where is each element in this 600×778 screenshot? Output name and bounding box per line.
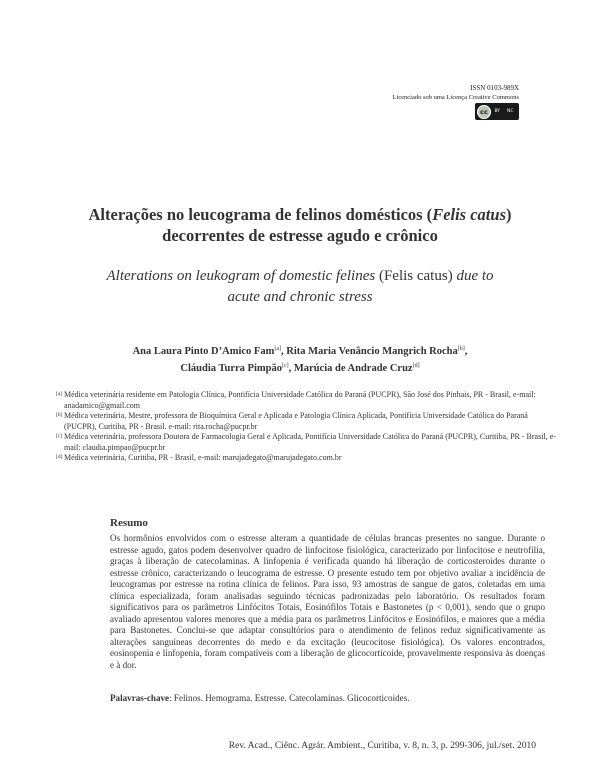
affiliation-list [56, 390, 556, 464]
issn: ISSN 0103-989X [470, 84, 519, 92]
affiliation-item: [b] Médica veterinária, Mestre, professora de Bioquímica Geral e Aplicada e Patologia Clínica Aplicada, Pontifícia Universidade Católica do Paraná (PUCPR), Curitiba, PR - Brasil. e-mail: rita.rocha@pucpr.br [56, 411, 528, 431]
abstract-body: Os hormônios envolvidos com o estresse alteram a quantidade de células brancas presentes no sangue. Durante o estresse agudo, gatos podem desenvolver quadro de linfocitose fisiológica, caracterizado por linfocitose e neutrofilia, graças à liberação de catecolaminas. A linfopenia é verificada quando há liberação de corticosteroides durante o estresse crônico, caracterizando o leucograma de estresse. O presente estudo tem por objetivo avaliar a incidência de leucogramas por estresse na rotina clínica de felinos. Para isso, 93 amostras de sangue de gatos, coletadas em uma clínica especializada, foram analisadas seguindo técnicas padronizadas pelo laboratório. Os resultados foram significativos para os parâmetros Linfócitos Totais, Eosinófilos Totais e Bastonetes (p < 0,001), sendo que o grupo avaliado apresentou valores menores que a média para os parâmetros Linfócitos e Eosinófilos, e maiores que a média para Bastonetes. Conclui-se que adaptar consultórios para o atendimento de felinos reduz significativamente as alterações sanguíneas decorrentes do medo e da excitação (leucocitose fisiológica). Os valores encontrados, eosinopenia e linfopenia, foram compatíveis com a liberação de glicocorticoide, provavelmente responsiva às doenças e à dor. [110, 533, 545, 670]
author: Ana Laura Pinto D’Amico Fam [132, 346, 275, 357]
affiliation-item: [c] Médica veterinária, professora Doutora de Farmacologia Geral e Aplicada, Pontifícia Universidade Católica do Paraná (PUCPR), Curitiba, PR - Brasil, e-mail: claudia.pimpao@pucpr.br [56, 432, 556, 452]
keywords-label: Palavras-chave [110, 693, 170, 703]
author: Marúcia de Andrade Cruz [293, 363, 413, 374]
noncommercial-icon: NC [507, 109, 514, 114]
author: Rita Maria Venâncio Mangrich Rocha [286, 346, 458, 357]
article-title-english: Alterations on leukogram of domestic felines (Felis catus) due to acute and chronic stress [106, 268, 494, 305]
author: Cláudia Turra Pimpão [180, 363, 282, 374]
cc-license-badge[interactable] [475, 103, 519, 120]
abstract-heading: Resumo [110, 517, 148, 529]
affiliation-item: [a] Médica veterinária residente em Patologia Clínica, Pontifícia Universidade Católica do Paraná (PUCPR), São José dos Pinhais, PR - Brasil, e-mail: anadamico@gmail.com [56, 390, 536, 410]
license-text: Licenciado sob uma Licença Creative Commons [392, 94, 519, 101]
article-title: Alterações no leucograma de felinos domésticos (Felis catus) decorrentes de estresse agudo e crônico [88, 205, 512, 245]
keywords-text: : Felinos. Hemograma. Estresse. Catecolaminas. Glicocorticoides. [169, 693, 410, 703]
journal-citation-footer: Rev. Acad., Ciênc. Agrár. Ambient., Curitiba, v. 8, n. 3, p. 299-306, jul./set. 2010 [228, 741, 536, 751]
attribution-icon: BY [494, 109, 501, 114]
affiliation-item: [d] Médica veterinária, Curitiba, PR - Brasil, e-mail: marujadegato@marujadegato.com.br [56, 453, 342, 462]
keywords [110, 693, 545, 705]
author-list: Ana Laura Pinto D’Amico Fam[a], Rita Maria Venâncio Mangrich Rocha[b], Cláudia Turra Pimpão[c], Marúcia de Andrade Cruz[d] [132, 346, 468, 374]
creative-commons-icon: cc [477, 105, 491, 119]
